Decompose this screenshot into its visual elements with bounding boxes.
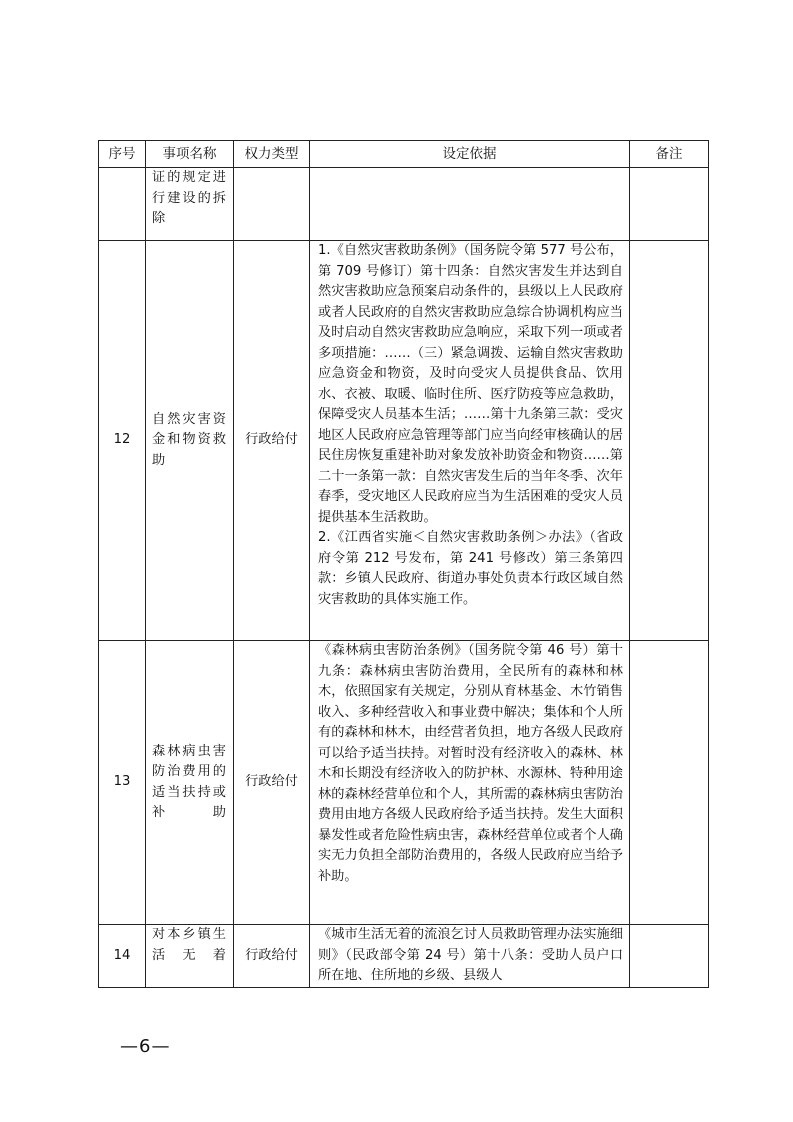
row-no: 14 (99, 925, 146, 988)
table-row (99, 641, 709, 925)
table-row (99, 925, 709, 988)
row-basis (310, 641, 630, 925)
header-basis: 设定依据 (310, 141, 630, 168)
row-type: 行政给付 (234, 641, 310, 925)
row-note (630, 925, 709, 988)
basis-paragraph: 2.《江西省实施＜自然灾害救助条例＞办法》（省政府令第 212 号发布，第 241 号修改）第三条第四款：乡镇人民政府、街道办事处负责本行政区域自然灾害救助的具体实施工作。 (318, 530, 623, 607)
row-basis (310, 925, 630, 988)
header-type: 权力类型 (234, 141, 310, 168)
row-name: 自然灾害资金和物资救助 (146, 241, 234, 641)
row-name: 对本乡镇生活无着 (146, 925, 234, 988)
row-name: 证的规定进行建设的拆除 (146, 168, 234, 241)
header-no: 序号 (99, 141, 146, 168)
row-no: 13 (99, 641, 146, 925)
row-type: 行政给付 (234, 241, 310, 641)
basis-paragraph: 《森林病虫害防治条例》（国务院令第 46 号）第十九条：森林病虫害防治费用，全民所有的森林和林木，依照国家有关规定，分别从育林基金、木竹销售收入、多种经营收入和事业费中解决；集体和个人所有的森林和林木，由经营者负担，地方各级人民政府可以给予适当扶持。对暂时没有经济收入的森林、林木和长期没有经济收入的防护林、水源林、特种用途林的森林经营单位和个人，其所需的森林病虫害防治费用由地方各级人民政府给予适当扶持。发生大面积暴发性或者危险性病虫害，森林经营单位或者个人确实无力负担全部防治费用的，各级人民政府应当给予补助。 (318, 643, 623, 884)
row-type (234, 168, 310, 241)
row-note (630, 168, 709, 241)
row-basis (310, 168, 630, 241)
basis-paragraph: 1.《自然灾害救助条例》（国务院令第 577 号公布，第 709 号修订）第十四条：自然灾害发生并达到自然灾害救助应急预案启动条件的，县级以上人民政府或者人民政府的自然灾害救助应急综合协调机构应当及时启动自然灾害救助应急响应，采取下列一项或者多项措施：……（三）紧急调拨、运输自然灾害救助应急资金和物资，及时向受灾人员提供食品、饮用水、衣被、取暖、临时住所、医疗防疫等应急救助，保障受灾人员基本生活；……第十九条第三款：受灾地区人民政府应急管理等部门应当向经审核确认的居民住房恢复重建补助对象发放补助资金和物资……第二十一条第一款：自然灾害发生后的当年冬季、次年春季，受灾地区人民政府应当为生活困难的受灾人员提供基本生活救助。 (318, 243, 623, 525)
authority-table (98, 140, 709, 988)
table-row (99, 241, 709, 641)
row-no: 12 (99, 241, 146, 641)
header-name: 事项名称 (146, 141, 234, 168)
row-note (630, 241, 709, 641)
basis-paragraph: 《城市生活无着的流浪乞讨人员救助管理办法实施细则》（民政部令第 24 号）第十八条：受助人员户口所在地、住所地的乡级、县级人 (318, 927, 623, 983)
row-basis (310, 241, 630, 641)
header-note: 备注 (630, 141, 709, 168)
page-number: —6— (120, 1036, 171, 1057)
row-no (99, 168, 146, 241)
table-header-row (99, 141, 709, 168)
row-type: 行政给付 (234, 925, 310, 988)
table-row (99, 168, 709, 241)
row-note (630, 641, 709, 925)
row-name: 森林病虫害防治费用的适当扶持或补助 (146, 641, 234, 925)
